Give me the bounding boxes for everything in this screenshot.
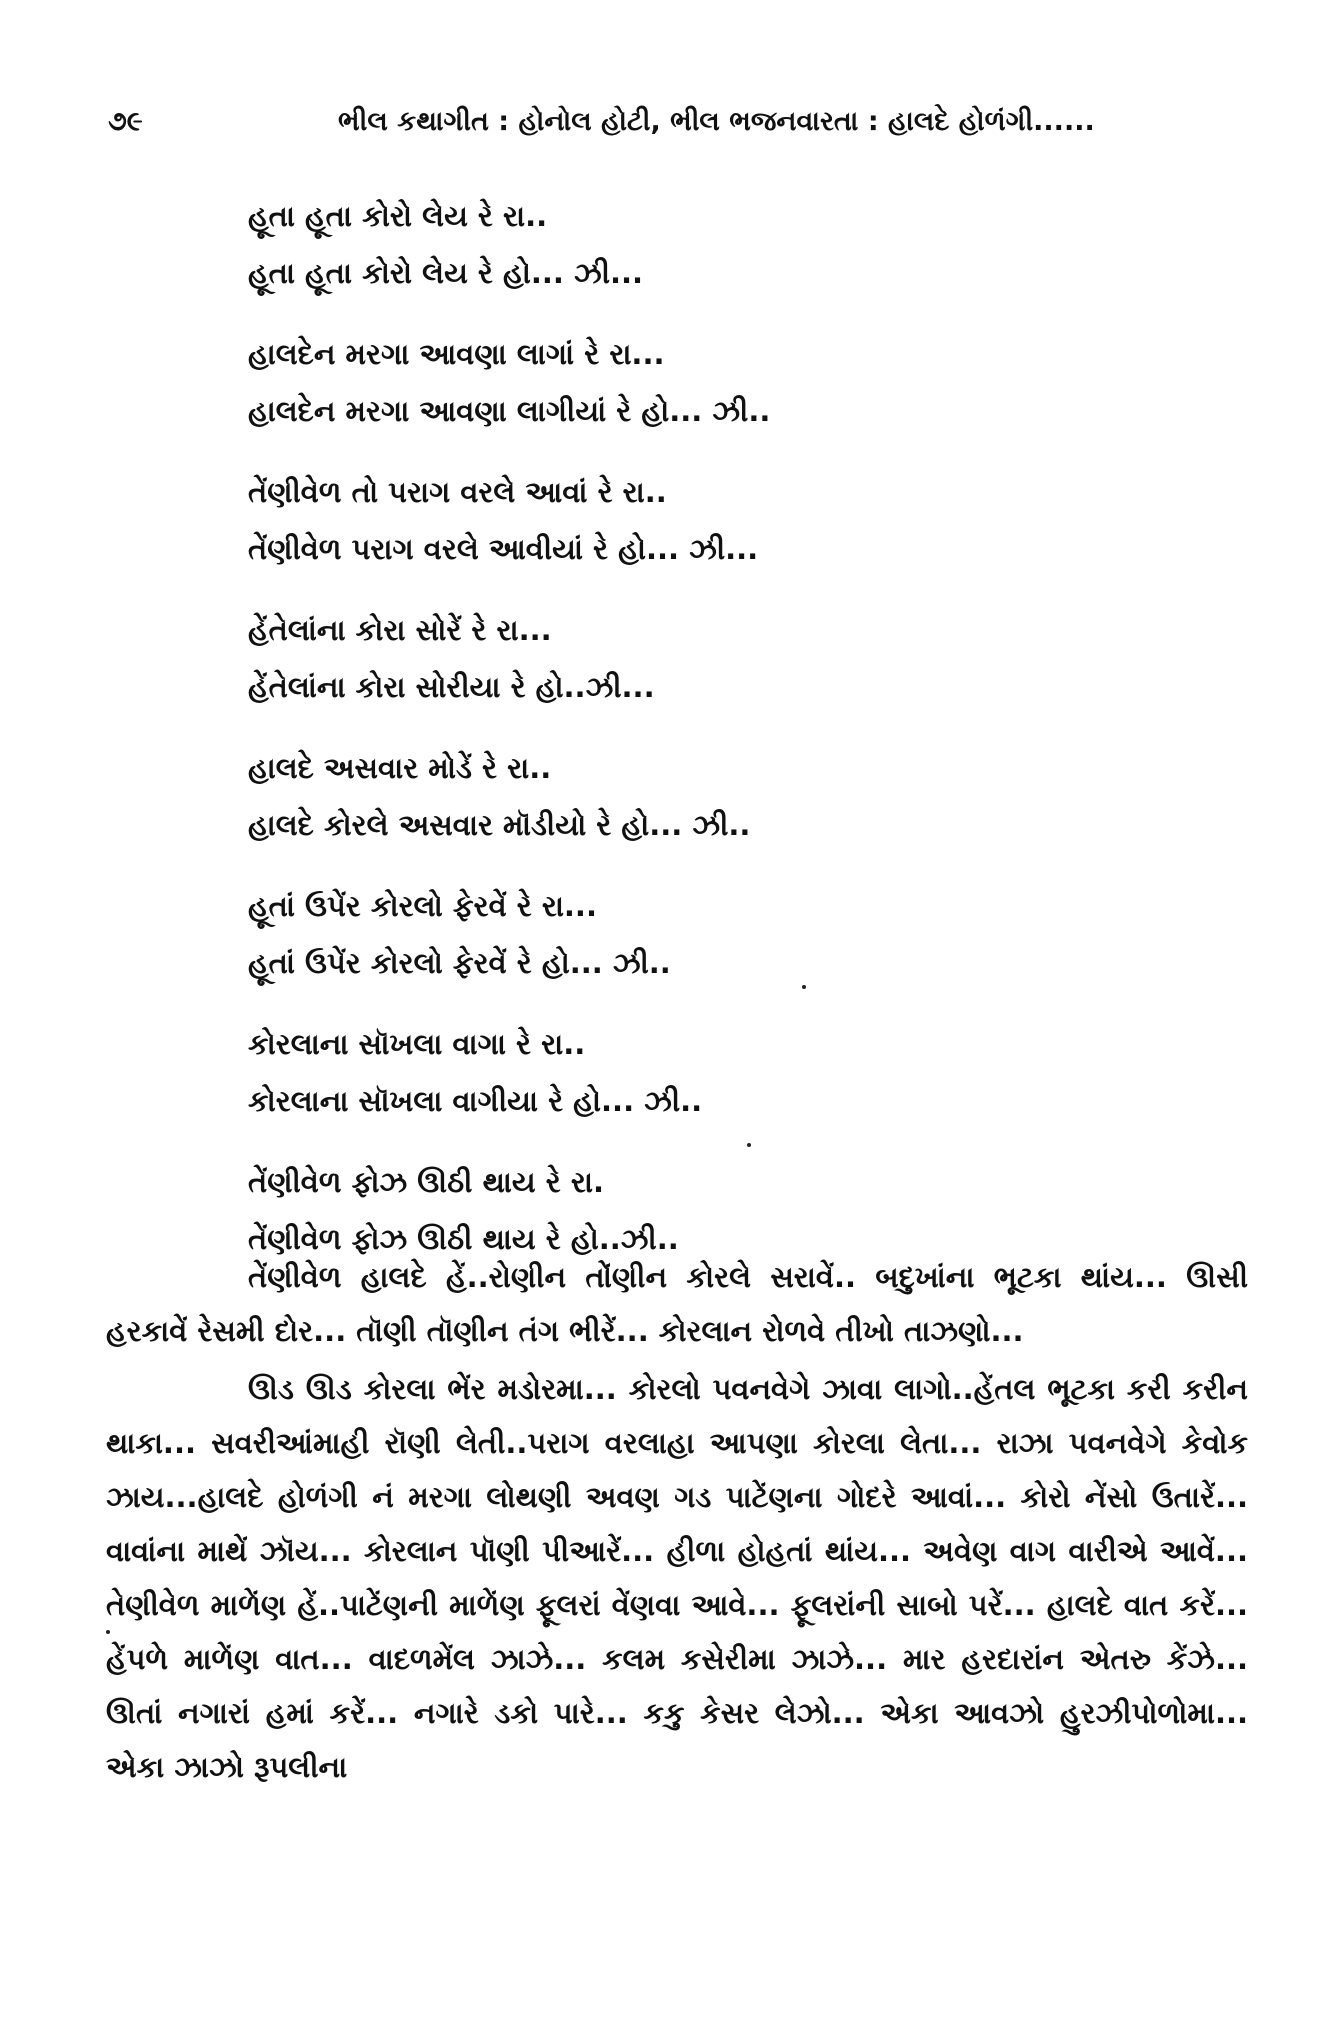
stanza <box>248 464 1248 578</box>
stanza <box>248 326 1248 440</box>
verse-line: હૂતાં ઉપેંર કોરલો ફેરવેં રે હો... ઝી.. <box>248 946 671 980</box>
verse-line: હૂતા હૂતા કોરો લેય રે હો... ઝી... <box>248 256 644 290</box>
stanza <box>248 1016 1248 1130</box>
verse-line: તેંણીવેળ તો પરાગ વરલે આવાં રે રા.. <box>248 475 667 509</box>
song-verses <box>248 188 1248 1292</box>
verse-line: હેંતેલાંના કોરા સોરીયા રે હો..ઝી... <box>248 670 655 704</box>
verse-line: કોરલાના સૉખલા વાગા રે રા.. <box>248 1027 586 1061</box>
prose-paragraph <box>106 1250 1248 1358</box>
verse-line: હેંતેલાંના કોરા સોરેં રે રા... <box>248 613 552 647</box>
print-speck <box>802 985 806 989</box>
verse-line: તેંણીવેળ ફોઝ ઊઠી થાય રે હો..ઝી.. <box>248 1222 679 1256</box>
verse-line: કોરલાના સૉખલા વાગીયા રે હો... ઝી.. <box>248 1084 703 1118</box>
verse-line: હૂતાં ઉપેંર કોરલો ફેરવેં રે રા... <box>248 889 597 923</box>
stanza <box>248 740 1248 854</box>
prose-paragraph <box>106 1362 1248 1794</box>
print-speck <box>106 1630 110 1634</box>
verse-line: હૂતા હૂતા કોરો લેય રે રા.. <box>248 199 548 233</box>
stanza <box>248 602 1248 716</box>
verse-line: હાલદેન મરગા આવણા લાગીયાં રે હો... ઝી.. <box>248 394 771 428</box>
prose-section <box>106 1250 1248 1798</box>
verse-line: હાલદેન મરગા આવણા લાગાં રે રા... <box>248 337 665 371</box>
page-header <box>108 98 1258 144</box>
stanza <box>248 878 1248 992</box>
running-title: ભીલ કથાગીત : હોનોલ હોટી, ભીલ ભજનવારતા : હાલદે હોળંગી...... <box>338 106 1095 137</box>
print-speck <box>747 1143 751 1147</box>
verse-line: તેંણીવેળ પરાગ વરલે આવીયાં રે હો... ઝી... <box>248 532 759 566</box>
verse-line: હાલદે અસવાર મોડેં રે રા.. <box>248 751 552 785</box>
stanza <box>248 188 1248 302</box>
page-number: ૭૯ <box>108 106 143 137</box>
verse-line: તેંણીવેળ ફોઝ ઊઠી થાય રે રા. <box>248 1165 604 1199</box>
verse-line: હાલદે કોરલે અસવાર મૉડીયો રે હો... ઝી.. <box>248 808 751 842</box>
paragraph-text: ઊડ ઊડ કોરલા ભેંર મડોરમા... કોરલો પવનવેગે ઝાવા લાગો..હેંતલ ભૂટકા કરી કરીન થાકા... સવરીઆંમાહી રૉણી લેતી..પરાગ વરલાહા આપણા કોરલા લેતા... રાઝા પવનવેગે કેવોક ઝાય...હાલદે હોળંગી નં મરગા લોથણી અવણ ગડ પાટેંણના ગોદરે આવાં... કોરો નેંસો ઉતારેં... વાવાંના માથેં ઝૉય... કોરલાન પૉણી પીઆરેં... હીળા હોહતાં થાંય... અવેણ વાગ વારીએ આવેં... તેણીવેળ માળેંણ હેં..પાટેંણની માળેંણ ફૂલરાં વેંણવા આવે... ફૂલરાંની સાબો પરેં... હાલદે વાત કરેં... હેંપળે માળેંણ વાત... વાદળમેંલ ઝાઝે... કલમ કસેરીમા ઝાઝે... માર હરદારાંન એતરુ કેંઝે... ઊતાં નગારાં હમાં કરેં... નગારે ડકો પારે... કકુ કેસર લેઝો... એકા આવઝો હુરઝીપોળોમા... એકા ઝાઝો રૂપલીના <box>106 1372 1248 1784</box>
paragraph-text: તેંણીવેળ હાલદે હેં..રોણીન તોંણીન કોરલે સરાવેં.. બદુખાંના ભૂટકા થાંય... ઊસી હરકાવેં રેસમી દોર... તૉણી તૉણીન તંગ ભીરેં... કોરલાન રોળવે તીખો તાઝણો... <box>106 1260 1248 1348</box>
